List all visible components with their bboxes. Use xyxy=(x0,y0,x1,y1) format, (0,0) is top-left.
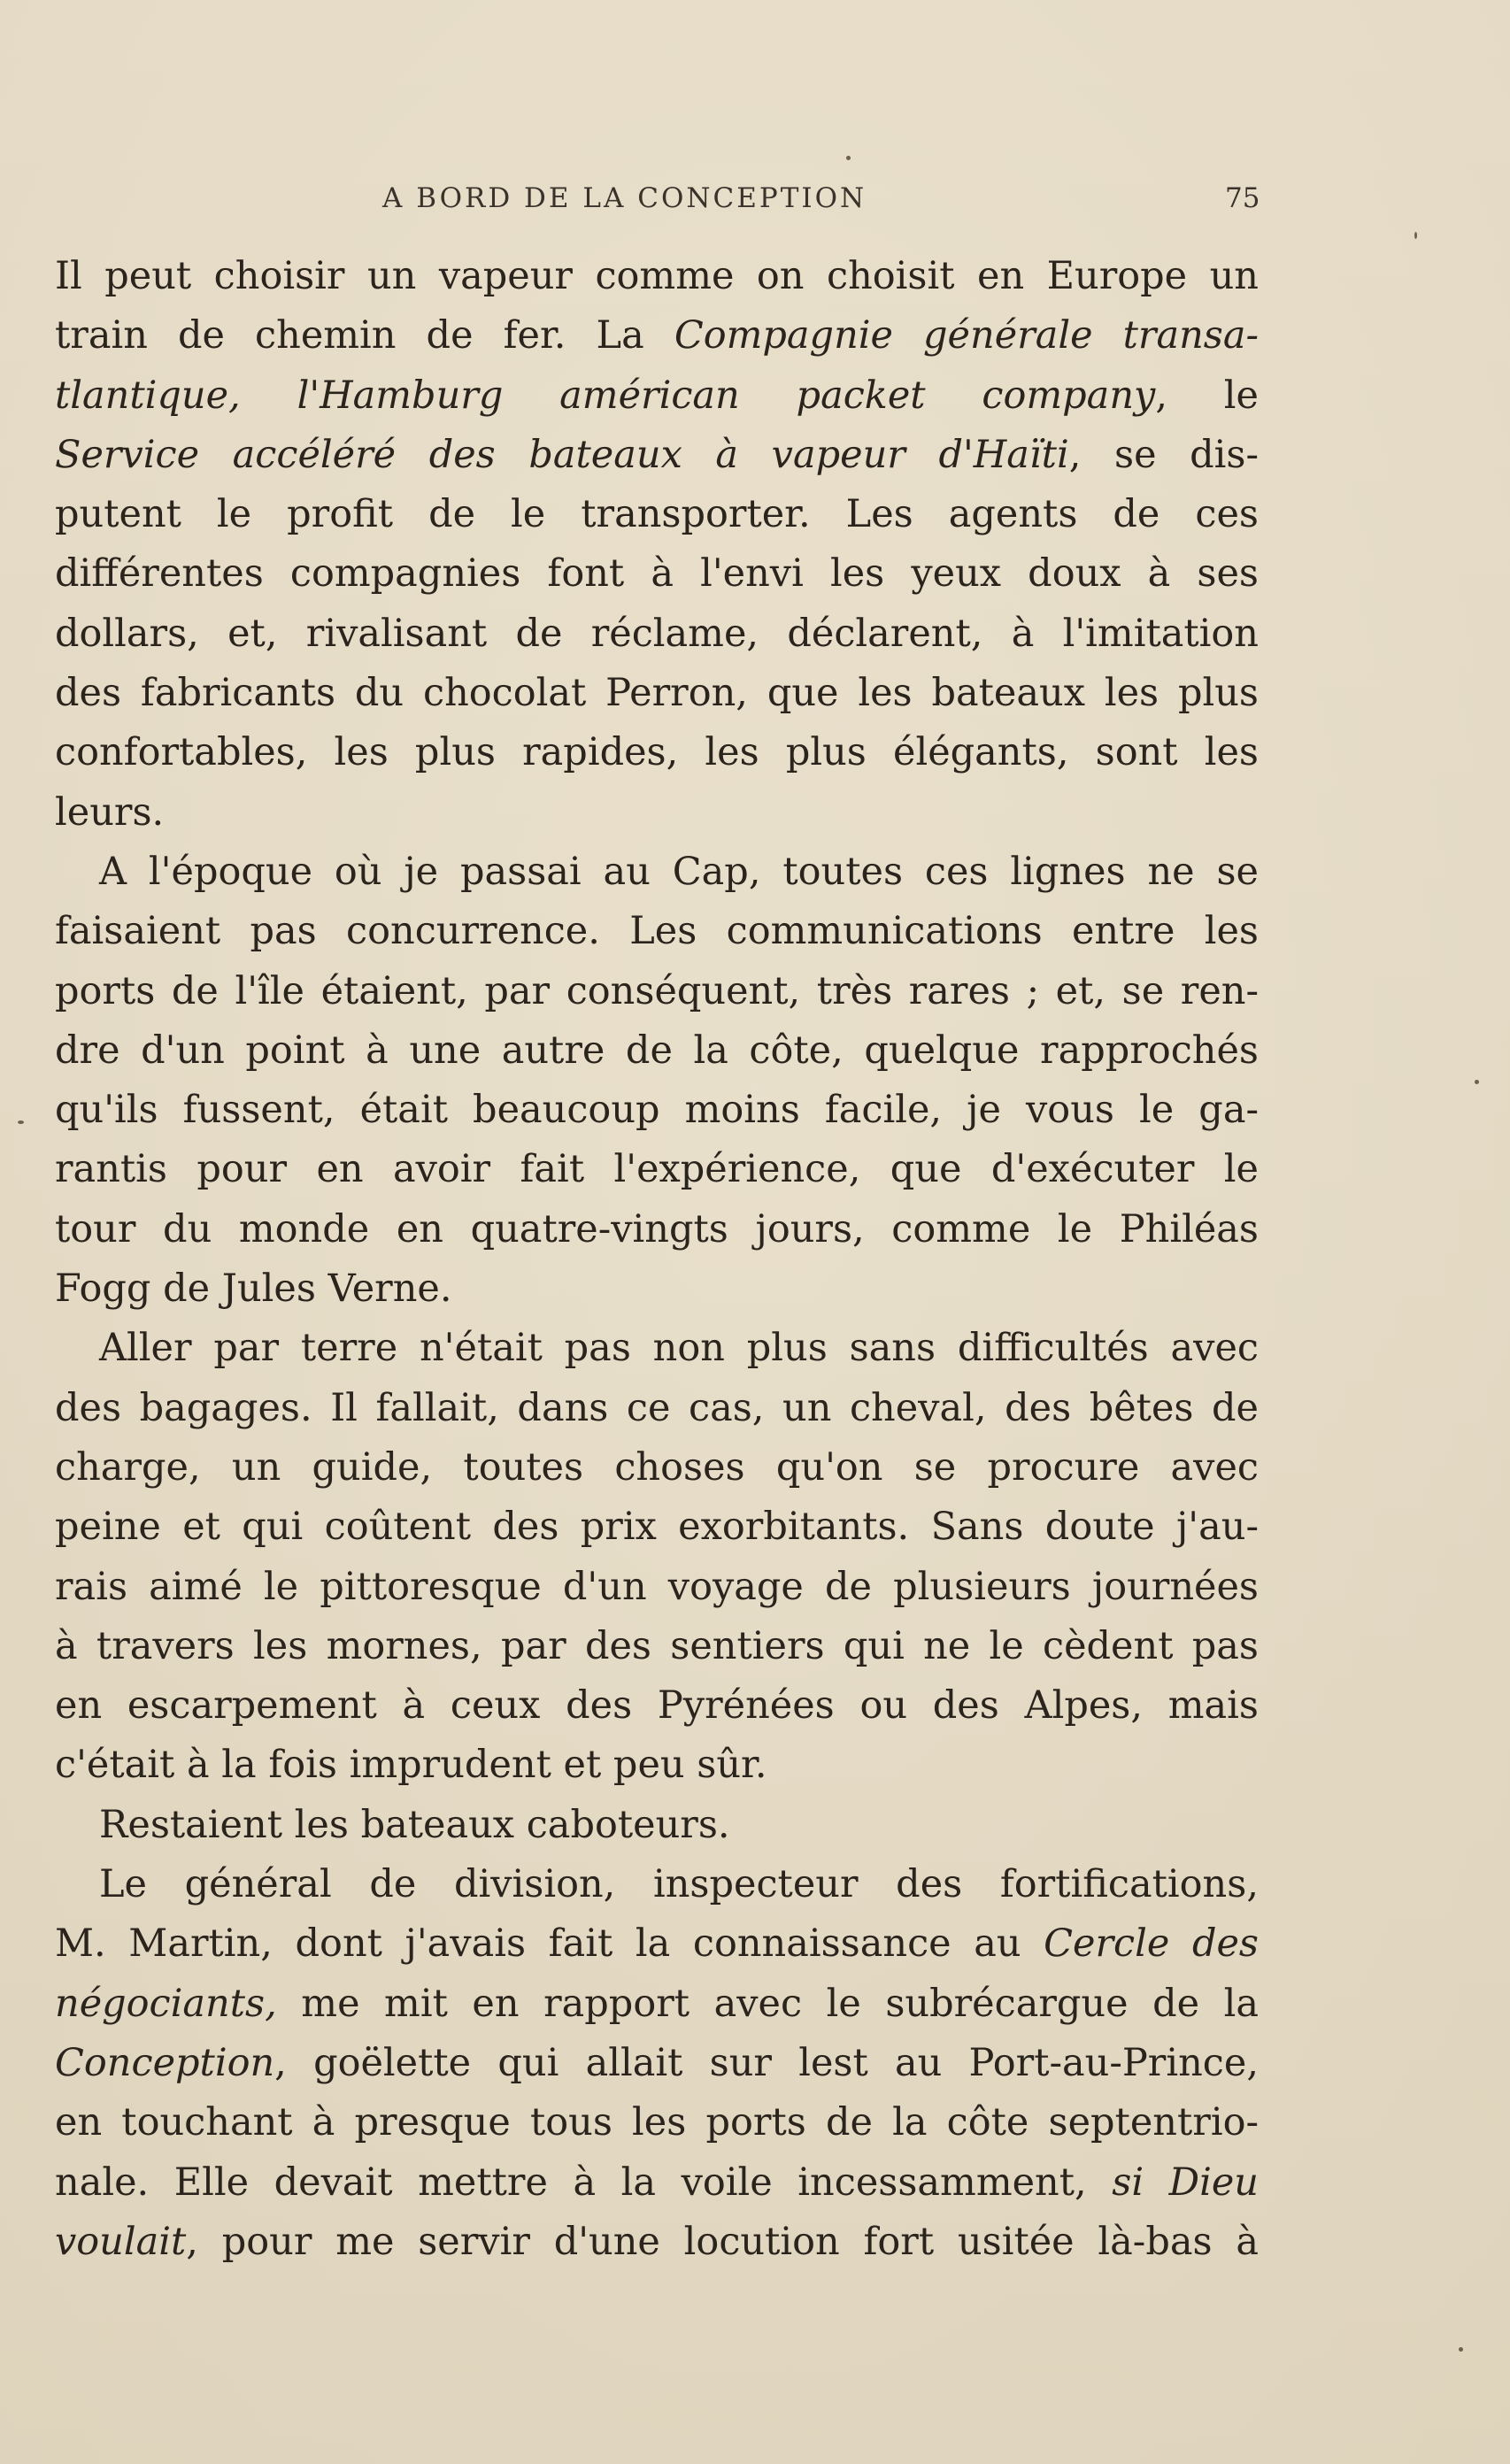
text-line: nale. Elle devait mettre à la voile incessamment, si Dieu xyxy=(55,2160,1259,2205)
text-line: dollars, et, rivalisant de réclame, déclarent, à l'imitation xyxy=(55,611,1259,656)
text-line: charge, un guide, toutes choses qu'on se procure avec xyxy=(55,1444,1259,1490)
text-line: des fabricants du chocolat Perron, que les bateaux les plus xyxy=(55,671,1259,716)
paper-speck xyxy=(846,156,851,160)
running-title: A BORD DE LA CONCEPTION xyxy=(382,182,867,214)
text-line: voulait, pour me servir d'une locution fort usitée là-bas à xyxy=(55,2219,1259,2264)
text-line: négociants, me mit en rapport avec le subrécargue de la xyxy=(55,1981,1259,2026)
italic-title: négociants, xyxy=(55,1981,277,2026)
text-line: train de chemin de fer. La Compagnie générale transa- xyxy=(55,313,1260,358)
text-line: M. Martin, dont j'avais fait la connaissance au Cercle des xyxy=(55,1921,1259,1967)
text-line: ports de l'île étaient, par conséquent, très rares ; et, se ren- xyxy=(55,968,1259,1013)
text-line: Aller par terre n'était pas non plus sans difficultés avec xyxy=(99,1326,1259,1371)
text-line: peine et qui coûtent des prix exorbitants. Sans doute j'au- xyxy=(55,1505,1259,1550)
text-line: tlantique, l'Hamburg américan packet company, le xyxy=(55,373,1259,418)
italic-title: Cercle des xyxy=(1044,1921,1259,1967)
text-line: confortables, les plus rapides, les plus élégants, sont les xyxy=(55,730,1259,775)
italic-title: tlantique, xyxy=(55,373,297,418)
text-line: Fogg de Jules Verne. xyxy=(55,1267,452,1312)
text-line: dre d'un point à une autre de la côte, quelque rapprochés xyxy=(55,1028,1259,1073)
paper-speck xyxy=(18,1120,24,1124)
text-line: c'était à la fois imprudent et peu sûr. xyxy=(55,1743,767,1788)
text-line: des bagages. Il fallait, dans ce cas, un cheval, des bêtes de xyxy=(55,1385,1259,1430)
italic-title: Service accéléré des bateaux à vapeur d'Haïti xyxy=(55,432,1069,477)
italic-title: l'Hamburg américan packet company xyxy=(297,373,1156,418)
italic-title: voulait xyxy=(55,2219,187,2264)
page-number: 75 xyxy=(1225,182,1260,214)
body-text xyxy=(55,247,1259,2272)
text-line: Il peut choisir un vapeur comme on choisit en Europe un xyxy=(55,254,1259,298)
paper-speck xyxy=(1475,1080,1479,1084)
italic-title: si Dieu xyxy=(1112,2160,1259,2205)
paper-speck xyxy=(1459,2347,1463,2352)
italic-title: Compagnie générale transa- xyxy=(674,313,1260,358)
text-line: rantis pour en avoir fait l'expérience, que d'exécuter le xyxy=(55,1147,1259,1192)
text-line: en touchant à presque tous les ports de la côte septentrio- xyxy=(55,2100,1259,2145)
italic-title: Conception xyxy=(55,2040,275,2085)
text-line: Service accéléré des bateaux à vapeur d'Haïti, se dis- xyxy=(55,432,1259,477)
text-line: tour du monde en quatre-vingts jours, comme le Philéas xyxy=(55,1206,1259,1251)
text-line: faisaient pas concurrence. Les communications entre les xyxy=(55,909,1259,954)
paper-speck xyxy=(1414,232,1417,239)
text-line: en escarpement à ceux des Pyrénées ou des Alpes, mais xyxy=(55,1683,1259,1729)
text-line: différentes compagnies font à l'envi les yeux doux à ses xyxy=(55,551,1259,597)
text-line: qu'ils fussent, était beaucoup moins facile, je vous le ga- xyxy=(55,1088,1259,1133)
text-line: leurs. xyxy=(55,789,165,835)
running-header xyxy=(53,182,1310,218)
text-line: Restaient les bateaux caboteurs. xyxy=(99,1802,730,1847)
text-line: Conception, goëlette qui allait sur lest au Port-au-Prince, xyxy=(55,2040,1259,2085)
text-line: Le général de division, inspecteur des fortifications, xyxy=(99,1862,1259,1907)
text-line: putent le profit de le transporter. Les agents de ces xyxy=(55,492,1259,537)
text-line: A l'époque où je passai au Cap, toutes ces lignes ne se xyxy=(99,849,1259,894)
text-line: à travers les mornes, par des sentiers qui ne le cèdent pas xyxy=(55,1623,1259,1668)
text-line: rais aimé le pittoresque d'un voyage de plusieurs journées xyxy=(55,1564,1259,1609)
